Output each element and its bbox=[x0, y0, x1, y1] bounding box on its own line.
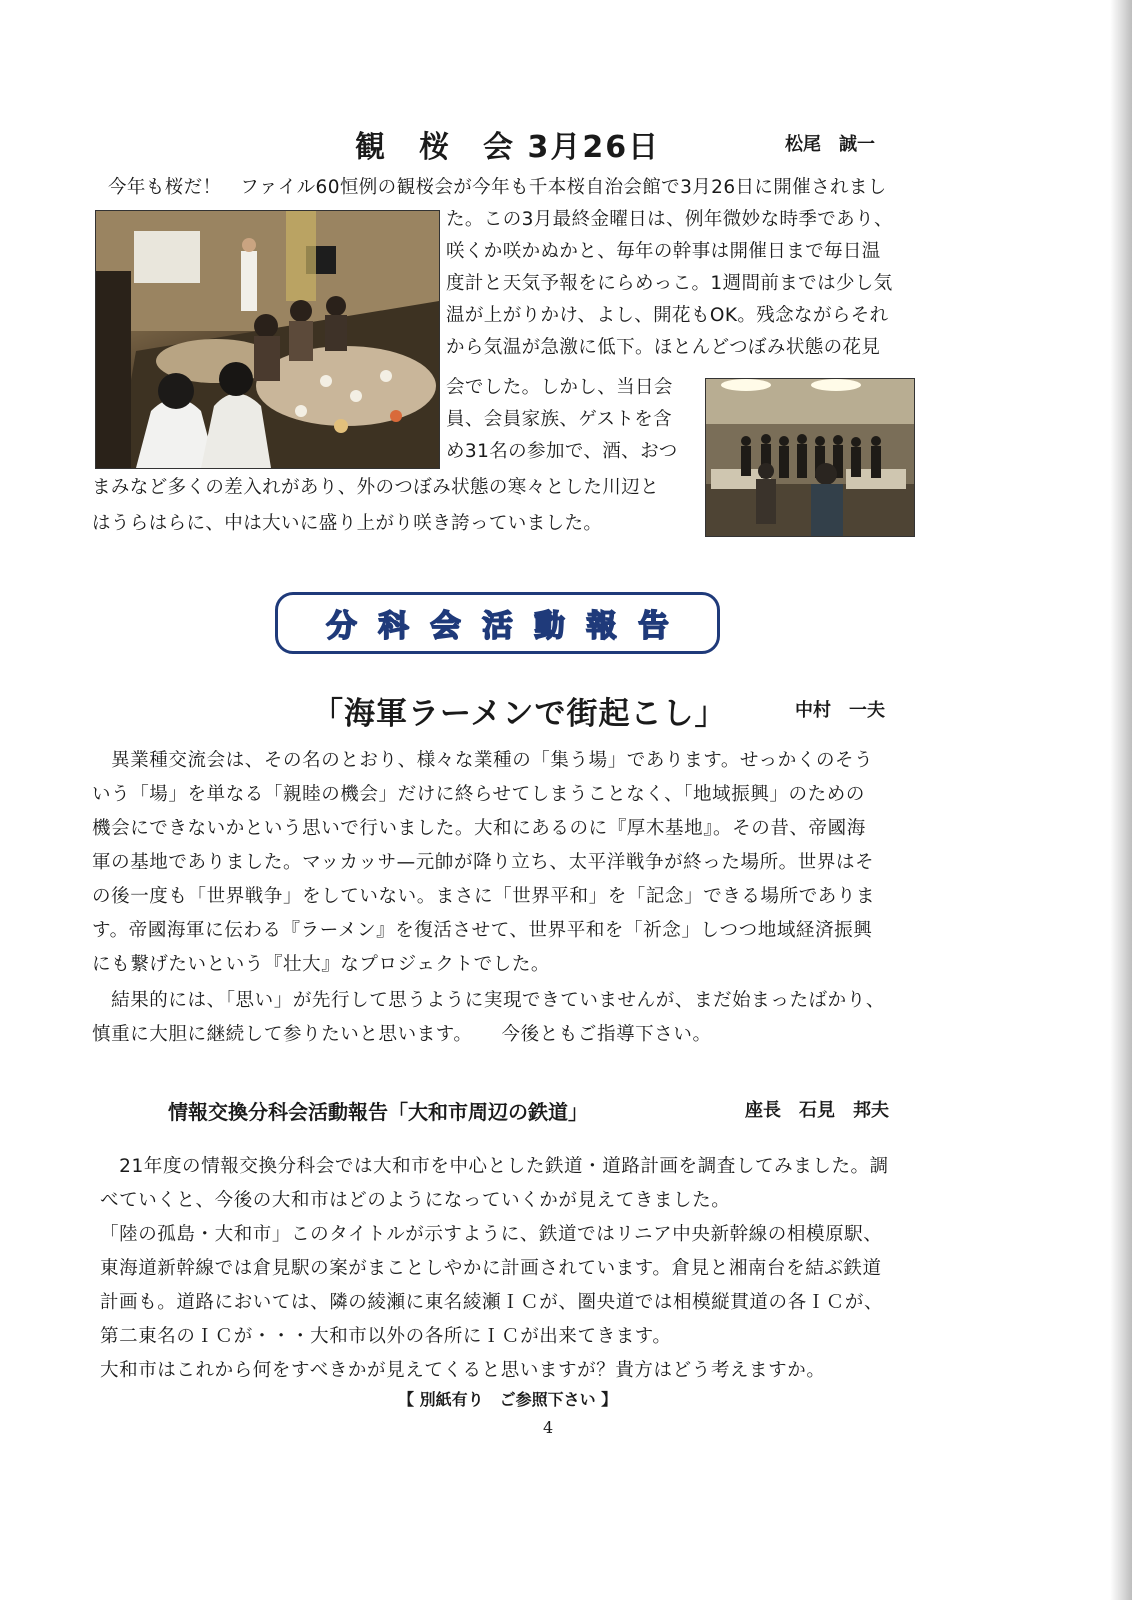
cherry-viewing-author: 松尾 誠一 bbox=[785, 134, 875, 155]
cherry-viewing-text-line: 咲くか咲かぬかと、毎年の幹事は開催日まで毎日温 bbox=[446, 241, 881, 262]
cherry-viewing-text-line: 会でした。しかし、当日会 bbox=[446, 377, 673, 398]
cherry-viewing-text-line: まみなど多くの差入れがあり、外のつぼみ状態の寒々とした川辺と bbox=[92, 477, 660, 498]
railway-report-text-line: 「陸の孤島・大和市」このタイトルが示すように、鉄道ではリニア中央新幹線の相模原駅、 bbox=[100, 1224, 883, 1245]
cherry-viewing-text-line: 員、会員家族、ゲストを含 bbox=[446, 409, 673, 430]
railway-report-text-line: べていくと、今後の大和市はどのようになっていくかが見えてきました。 bbox=[100, 1190, 731, 1211]
cherry-viewing-title bbox=[355, 122, 660, 166]
railway-report-text-line: 計画も。道路においては、隣の綾瀬に東名綾瀬ＩＣが、圏央道では相模縦貫道の各ＩＣが、 bbox=[100, 1292, 884, 1313]
railway-report-text-line: 大和市はこれから何をすべきかが見えてくると思いますが？貴方はどう考えますか。 bbox=[100, 1360, 826, 1381]
navy-ramen-text-line: いう「場」を単なる「親睦の機会」だけに終らせてしまうことなく、「地域振興」のための bbox=[92, 784, 865, 805]
railway-report-text-line: 東海道新幹線では倉見駅の案がまことしやかに計画されています。倉見と湘南台を結ぶ鉄道 bbox=[100, 1258, 882, 1279]
navy-ramen-text-line: 異業種交流会は、その名のとおり、様々な業種の「集う場」であります。せっかくのそう bbox=[92, 750, 874, 771]
party-photo-2 bbox=[705, 378, 915, 537]
attachment-note: 【 別紙有り ご参照下さい 】 bbox=[398, 1390, 618, 1409]
navy-ramen-title: 「海軍ラーメンで街起こし」 bbox=[312, 696, 727, 732]
navy-ramen-text-line: 軍の基地でありました。マッカッサ—元帥が降り立ち、太平洋戦争が終った場所。世界はそ bbox=[92, 852, 875, 873]
navy-ramen-author: 中村 一夫 bbox=[795, 700, 885, 721]
party-photo-1 bbox=[95, 210, 440, 469]
cherry-viewing-text-line: はうらはらに、中は大いに盛り上がり咲き誇っていました。 bbox=[92, 513, 603, 534]
cherry-viewing-text-line: から気温が急激に低下。ほとんどつぼみ状態の花見 bbox=[446, 337, 881, 358]
railway-report-author: 座長 石見 邦夫 bbox=[745, 1100, 889, 1121]
navy-ramen-text-line: にも繋げたいという『壮大』なプロジェクトでした。 bbox=[92, 954, 551, 975]
cherry-viewing-text-line: た。この3月最終金曜日は、例年微妙な時季であり、 bbox=[446, 209, 893, 230]
page-number: 4 bbox=[543, 1418, 554, 1437]
cherry-viewing-text-line: 度計と天気予報をにらめっこ。1週間前までは少し気 bbox=[446, 273, 893, 294]
railway-report-text-line: 21年度の情報交換分科会では大和市を中心とした鉄道・道路計画を調査してみました。調 bbox=[100, 1156, 889, 1177]
railway-report-text-line: 第二東名のＩＣが・・・大和市以外の各所にＩＣが出来てきます。 bbox=[100, 1326, 672, 1347]
navy-ramen-text-line: の後一度も「世界戦争」をしていない。まさに「世界平和」を「記念」できる場所でありま bbox=[92, 886, 876, 907]
cherry-viewing-text-line: 今年も桜だ！ ファイル60恒例の観桜会が今年も千本桜自治会館で3月26日に開催されまし bbox=[108, 177, 887, 198]
navy-ramen-text-line: す。帝國海軍に伝わる『ラーメン』を復活させて、世界平和を「祈念」しつつ地域経済振興 bbox=[92, 920, 873, 941]
cherry-viewing-title-date: 3月26日 bbox=[527, 130, 661, 165]
navy-ramen-text-line: 結果的には、「思い」が先行して思うように実現できていませんが、まだ始まったばかり、 bbox=[92, 990, 885, 1011]
navy-ramen-text-line: 機会にできないかという思いで行いました。大和にあるのに『厚木基地』。その昔、帝國海 bbox=[92, 818, 866, 839]
subcommittee-report-banner-text: 分科会活動報告 bbox=[326, 609, 691, 644]
cherry-viewing-text-line: 温が上がりかけ、よし、開花もOK。残念ながらそれ bbox=[446, 305, 889, 326]
subcommittee-report-banner bbox=[275, 592, 720, 654]
page-edge-shadow bbox=[1110, 0, 1132, 1600]
navy-ramen-text-line: 慎重に大胆に継続して参りたいと思います。 今後ともご指導下さい。 bbox=[92, 1024, 712, 1045]
cherry-viewing-text-line: め31名の参加で、酒、おつ bbox=[446, 441, 678, 462]
railway-report-title: 情報交換分科会活動報告「大和市周辺の鉄道」 bbox=[168, 1100, 588, 1124]
cherry-viewing-title-main: 観 桜 会 bbox=[355, 130, 515, 165]
